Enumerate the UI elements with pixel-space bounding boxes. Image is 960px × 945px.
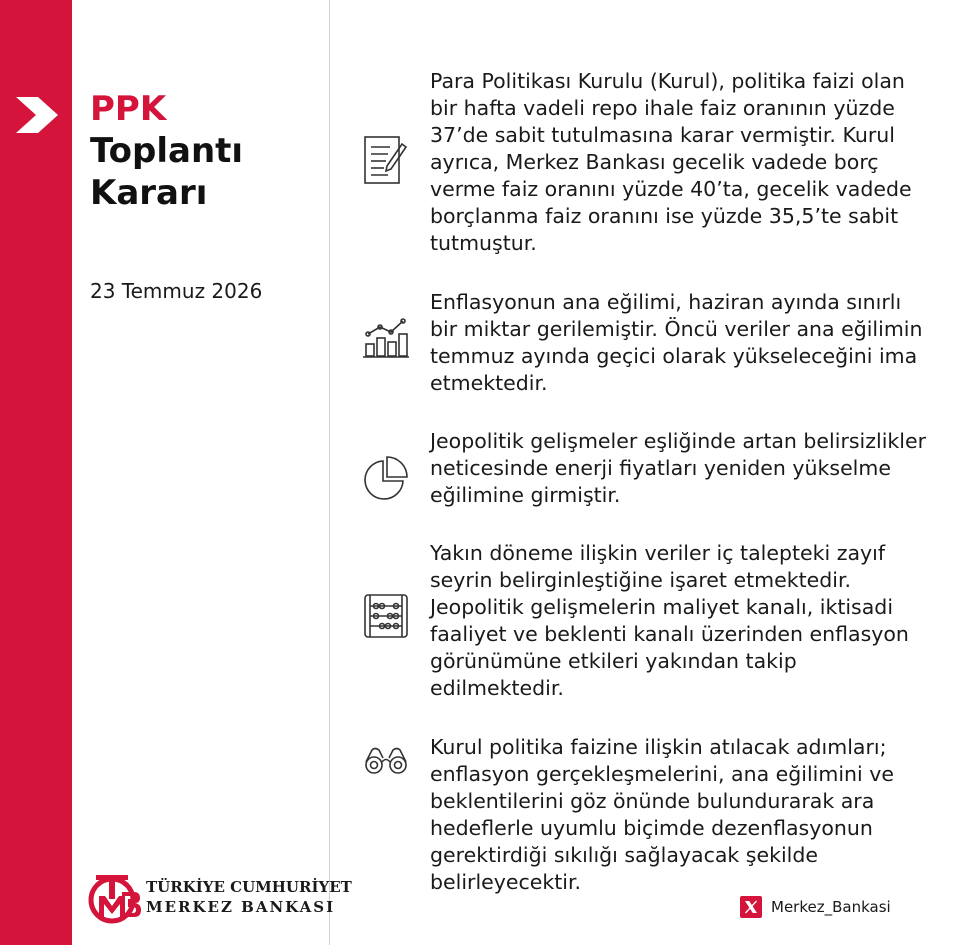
page-title xyxy=(90,88,243,214)
pie-chart-icon xyxy=(362,455,410,501)
chevron-right-icon xyxy=(16,97,58,133)
logo-line-2: MERKEZ BANKASI xyxy=(146,898,336,916)
title-line-toplanti: Toplantı xyxy=(90,131,244,171)
decision-item-2: Enflasyonun ana eğilimi, haziran ayında sınırlı bir miktar gerilemiştir. Öncü veriler ana eğilimin temmuz ayında geçici olarak yükseleceğini ima etmektedir. xyxy=(430,290,923,395)
decision-item-4: Yakın döneme ilişkin veriler iç talepteki zayıf seyrin belirginleştiğine işaret etmektedir. Jeopolitik gelişmelerin maliyet kanalı, iktisadi faaliyet ve beklenti kanalı üzerinden enflasyon görünümüne etkileri yakından takip edilmektedir. xyxy=(430,541,909,700)
document-pen-icon xyxy=(362,134,410,188)
decision-item-5: Kurul politika faizine ilişkin atılacak adımları; enflasyon gerçekleşmelerini, ana eğilimini ve beklentilerini göz önünde bulundurarak ara hedeflerle uyumlu biçimde dezenflasyonun gerektirdiği sıkılığı sağlayacak şekilde belirleyecektir. xyxy=(430,735,894,894)
vertical-divider xyxy=(329,0,330,945)
left-accent-bar xyxy=(0,0,72,945)
decision-item-3: Jeopolitik gelişmeler eşliğinde artan belirsizlikler neticesinde enerji fiyatları yeniden yükselme eğilimine girmiştir. xyxy=(430,429,927,507)
tcmb-emblem-icon xyxy=(88,872,142,924)
bar-chart-trend-icon xyxy=(362,316,410,360)
x-logo-icon xyxy=(740,896,762,918)
logo-line-1: TÜRKİYE CUMHURİYET xyxy=(146,878,352,896)
decision-item-1: Para Politikası Kurulu (Kurul), politika faizi olan bir hafta vadeli repo ihale faiz oranının yüzde 37’de sabit tutulmasına karar vermiştir. Kurul ayrıca, Merkez Bankası gecelik vadede borç verme faiz oranını yüzde 40’ta, gecelik vadede borçlanma faiz oranını ise yüzde 35,5’te sabit tutmuştur. xyxy=(430,69,912,255)
social-handle[interactable] xyxy=(740,895,891,919)
title-line-ppk: PPK xyxy=(90,89,167,129)
binoculars-icon xyxy=(362,744,410,776)
abacus-icon xyxy=(362,592,410,640)
meeting-date: 23 Temmuz 2026 xyxy=(90,279,263,303)
social-handle-text: Merkez_Bankasi xyxy=(771,898,891,916)
title-line-karari: Kararı xyxy=(90,173,208,213)
tcmb-logo xyxy=(88,872,352,924)
